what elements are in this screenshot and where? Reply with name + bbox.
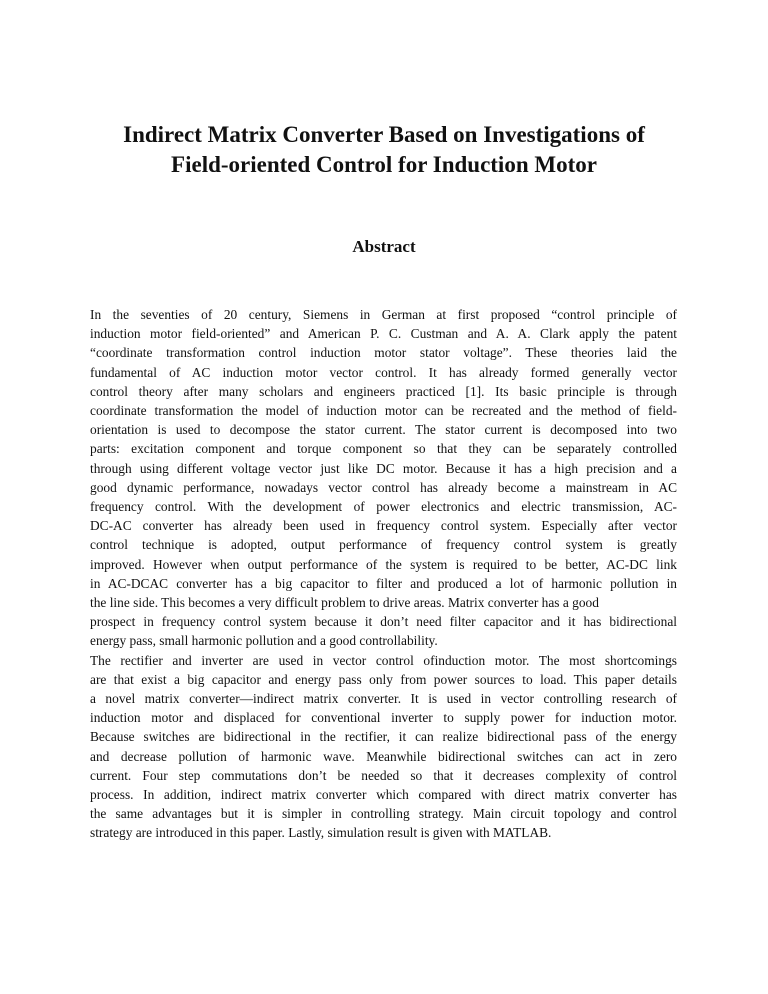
- text-line: strategy are introduced in this paper. Lastly, simulation result is given with MATLAB.: [90, 825, 552, 841]
- abstract-paragraph-2: [90, 651, 677, 843]
- text-line: “coordinate transformation control induction motor stator voltage”. These theories laid the: [90, 345, 677, 361]
- abstract-heading: Abstract: [352, 237, 416, 256]
- abstract-paragraph-1: [90, 305, 677, 651]
- text-line: and decrease pollution of harmonic wave. Meanwhile bidirectional switches can act in zero: [90, 748, 677, 764]
- text-line: orientation is used to decompose the stator current. The stator current is decomposed into two: [90, 422, 677, 438]
- text-line: prospect in frequency control system because it don’t need filter capacitor and it has bidirectional: [90, 614, 677, 630]
- text-line: DC-AC converter has already been used in frequency control system. Especially after vector: [90, 518, 677, 534]
- text-line: induction motor field-oriented” and American P. C. Custman and A. A. Clark apply the patent: [90, 326, 677, 342]
- text-line: control technique is adopted, output performance of frequency control system is greatly: [90, 537, 677, 553]
- text-line: coordinate transformation the model of induction motor can be recreated and the method of field-: [90, 403, 677, 419]
- text-line: in AC-DCAC converter has a big capacitor to filter and produced a lot of harmonic pollution in: [90, 575, 677, 591]
- text-line: the line side. This becomes a very difficult problem to drive areas. Matrix converter has a good: [90, 595, 599, 611]
- text-line: fundamental of AC induction motor vector control. It has already formed generally vector: [90, 364, 677, 380]
- text-line: good dynamic performance, nowadays vector control has already become a mainstream in AC: [90, 479, 677, 495]
- paper-title-line-1: Indirect Matrix Converter Based on Investigations of: [123, 122, 645, 147]
- text-line: improved. However when output performance of the system is required to be better, AC-DC link: [90, 556, 677, 572]
- text-line: In the seventies of 20 century, Siemens in German at first proposed “control principle of: [90, 307, 677, 322]
- text-line: Because switches are bidirectional in the rectifier, it can realize bidirectional pass of the energy: [90, 729, 677, 745]
- text-line: frequency control. With the development of power electronics and electric transmission, AC-: [90, 499, 677, 515]
- text-line: the same advantages but it is simpler in controlling strategy. Main circuit topology and control: [90, 806, 677, 822]
- text-line: through using different voltage vector just like DC motor. Because it has a high precision and a: [90, 460, 677, 476]
- text-line: parts: excitation component and torque component so that they can be separately controlled: [90, 441, 677, 457]
- paper-title: [60, 120, 708, 180]
- text-line: process. In addition, indirect matrix converter which compared with direct matrix converter has: [90, 787, 677, 803]
- text-line: energy pass, small harmonic pollution and a good controllability.: [90, 633, 438, 649]
- text-line: control theory after many scholars and engineers practiced [1]. Its basic principle is through: [90, 383, 677, 399]
- text-line: current. Four step commutations don’t be needed so that it decreases complexity of control: [90, 767, 677, 783]
- paper-title-line-2: Field-oriented Control for Induction Motor: [171, 152, 597, 177]
- text-line: induction motor and displaced for conventional inverter to supply power for induction motor.: [90, 710, 677, 726]
- text-line: The rectifier and inverter are used in vector control ofinduction motor. The most shortcomings: [90, 652, 677, 668]
- text-line: are that exist a big capacitor and energy pass only from power sources to load. This paper details: [90, 671, 677, 687]
- text-line: a novel matrix converter—indirect matrix converter. It is used in vector controlling research of: [90, 691, 677, 707]
- abstract-body: [90, 305, 677, 843]
